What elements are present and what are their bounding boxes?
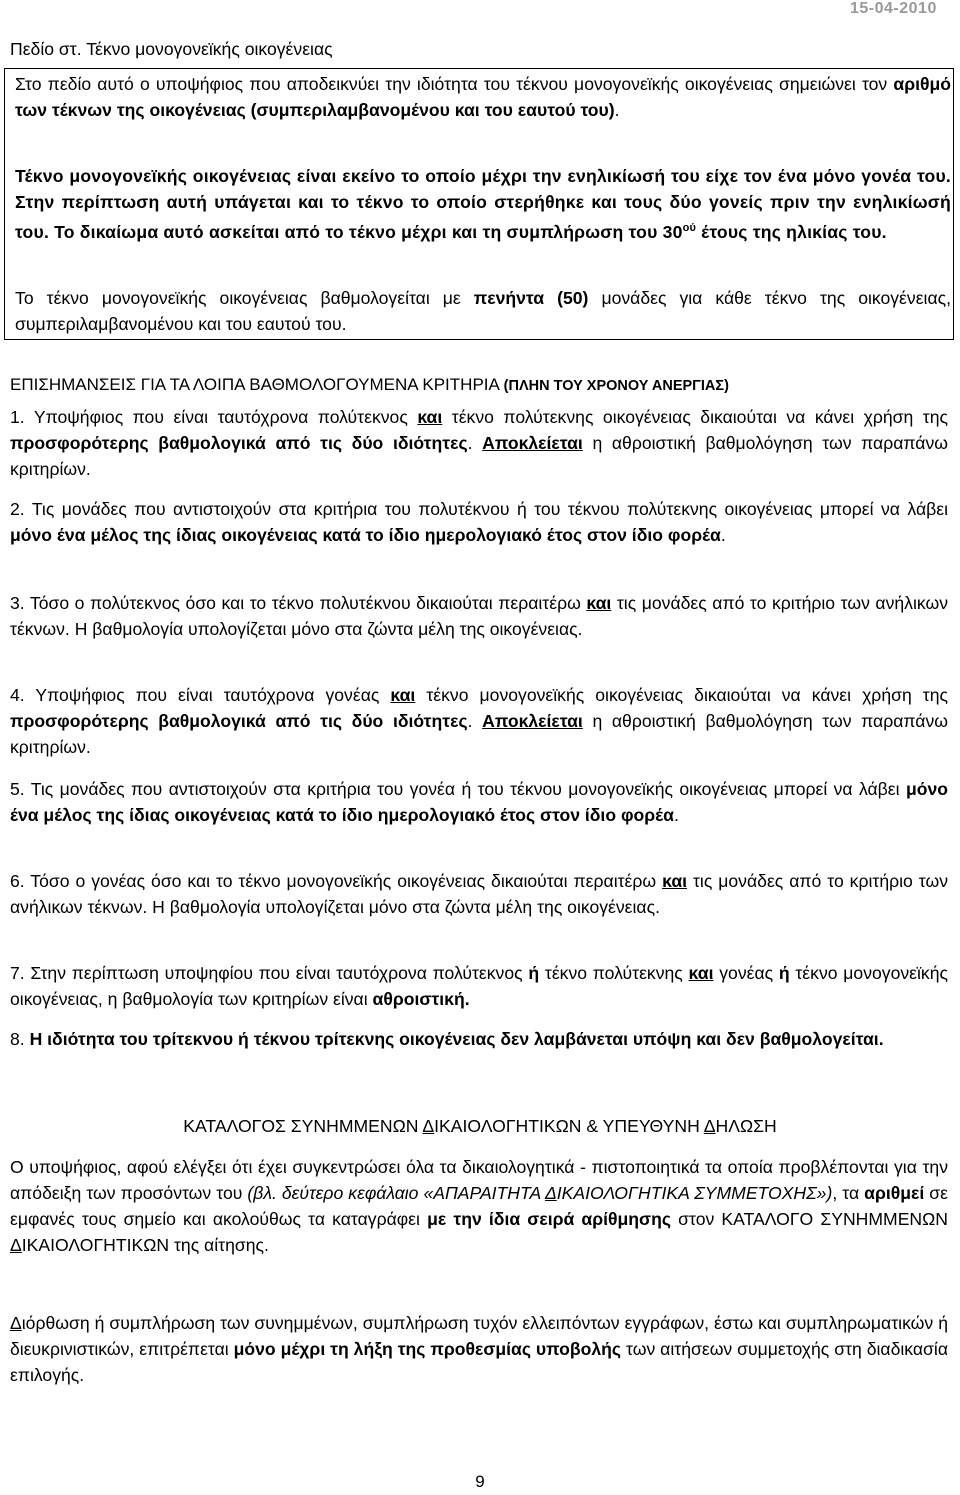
info-box (4, 68, 954, 340)
note-2: 2. Τις μονάδες που αντιστοιχούν στα κριτήρια του πολυτέκνου ή του τέκνου πολύτεκνης οικογένειας μπορεί να λάβει μόνο ένα μέλος της ίδιας οικογένειας κατά το ίδιο ημερολογιακό έτος στον ίδιο φορέα. (10, 499, 948, 545)
note-1: 1. Υποψήφιος που είναι ταυτόχρονα πολύτεκνος και τέκνο πολύτεκνης οικογένειας δικαιούται να κάνει χρήση της προσφορότερης βαθμολογικά από τις δύο ιδιότητες. Αποκλείεται η αθροιστική βαθμολόγηση των παραπάνω κριτηρίων. (10, 407, 949, 479)
catalog-paragraph-1: Ο υποψήφιος, αφού ελέγξει ότι έχει συγκεντρώσει όλα τα δικαιολογητικά - πιστοποιητικά τα οποία προβλέπονται για την απόδειξη των προσόντων του (βλ. δεύτερο κεφάλαιο «ΑΠΑΡΑΙΤΗΤΑ ΔΙΚΑΙΟΛΟΓΗΤΙΚΑ ΣΥΜΜΕΤΟΧΗΣ»), τα αριθμεί σε εμφανές τους σημείο και ακολούθως τα καταγράφει με την ίδια σειρά αρίθμησης στον ΚΑΤΑΛΟΓΟ ΣΥΝΗΜΜΕΝΩΝ ΔΙΚΑΙΟΛΟΓΗΤΙΚΩΝ της αίτησης. (10, 1157, 949, 1255)
box-paragraph-2: Τέκνο μονογονεϊκής οικογένειας είναι εκείνο το οποίο μέχρι την ενηλικίωσή του είχε τον ένα μόνο γονέα του. Στην περίπτωση αυτή υπάγεται και το τέκνο το οποίο στερήθηκε και τους δύο γονείς πριν την ενηλικίωσή του. Το δικαίωμα αυτό ασκείται από το τέκνο μέχρι και τη συμπλήρωση του $30^{oύ}$ έτους της ηλικίας του. (15, 166, 951, 242)
notes-heading: ΕΠΙΣΗΜΑΝΣΕΙΣ ΓΙΑ ΤΑ ΛΟΙΠΑ ΒΑΘΜΟΛΟΓΟΥΜΕΝΑ ΚΡΙΤΗΡΙΑ (ΠΛΗΝ ΤΟΥ ΧΡΟΝΟΥ ΑΝΕΡΓΙΑΣ) (10, 375, 729, 394)
note-7: 7. Στην περίπτωση υποψηφίου που είναι ταυτόχρονα πολύτεκνος ή τέκνο πολύτεκνης και γονέας ή τέκνο μονογονεϊκής οικογένειας, η βαθμολογία των κριτηρίων είναι αθροιστική. (10, 963, 948, 1009)
catalog-heading: ΚΑΤΑΛΟΓΟΣ ΣΥΝΗΜΜΕΝΩΝ ΔΙΚΑΙΟΛΟΓΗΤΙΚΩΝ & ΥΠΕΥΘΥΝΗ ΔΗΛΩΣΗ (183, 1116, 777, 1136)
note-4: 4. Υποψήφιος που είναι ταυτόχρονα γονέας και τέκνο μονογονεϊκής οικογένειας δικαιούται να κάνει χρήση της προσφορότερης βαθμολογικά από τις δύο ιδιότητες. Αποκλείεται η αθροιστική βαθμολόγηση των παραπάνω κριτηρίων. (10, 685, 949, 757)
catalog-paragraph-2: Διόρθωση ή συμπλήρωση των συνημμένων, συμπλήρωση τυχόν ελλειπόντων εγγράφων, έστω και συμπληρωματικών ή διευκρινιστικών, επιτρέπεται μόνο μέχρι τη λήξη της προθεσμίας υποβολής των αιτήσεων συμμετοχής στη διαδικασία επιλογής. (10, 1313, 948, 1385)
box-paragraph-1: Στο πεδίο αυτό ο υποψήφιος που αποδεικνύει την ιδιότητα του τέκνου μονογονεϊκής οικογένειας σημειώνει τον αριθμό των τέκνων της οικογένειας (συμπεριλαμβανομένου και του εαυτού του). (15, 74, 951, 120)
note-3: 3. Τόσο ο πολύτεκνος όσο και το τέκνο πολυτέκνου δικαιούται περαιτέρω και τις μονάδες από το κριτήριο των ανήλικων τέκνων. Η βαθμολογία υπολογίζεται μόνο στα ζώντα μέλη της οικογένειας. (10, 593, 948, 639)
note-5: 5. Τις μονάδες που αντιστοιχούν στα κριτήρια του γονέα ή του τέκνου μονογονεϊκής οικογένειας μπορεί να λάβει μόνο ένα μέλος της ίδιας οικογένειας κατά το ίδιο ημερολογιακό έτος στον ίδιο φορέα. (10, 779, 948, 825)
note-8: 8. Η ιδιότητα του τρίτεκνου ή τέκνου τρίτεκνης οικογένειας δεν λαμβάνεται υπόψη και δεν βαθμολογείται. (10, 1029, 884, 1049)
note-6: 6. Τόσο ο γονέας όσο και το τέκνο μονογονεϊκής οικογένειας δικαιούται περαιτέρω και τις μονάδες από το κριτήριο των ανήλικων τέκνων. Η βαθμολογία υπολογίζεται μόνο στα ζώντα μέλη της οικογένειας. (10, 871, 949, 917)
section-title: Πεδίο στ. Τέκνο μονογονεϊκής οικογένειας (10, 39, 333, 59)
page-number: 9 (475, 1472, 485, 1491)
box-paragraph-3: Το τέκνο μονογονεϊκής οικογένειας βαθμολογείται με πενήντα (50) μονάδες για κάθε τέκνο της οικογένειας, συμπεριλαμβανομένου και του εαυτού του. (15, 288, 951, 334)
document-date: 15-04-2010 (850, 0, 937, 17)
